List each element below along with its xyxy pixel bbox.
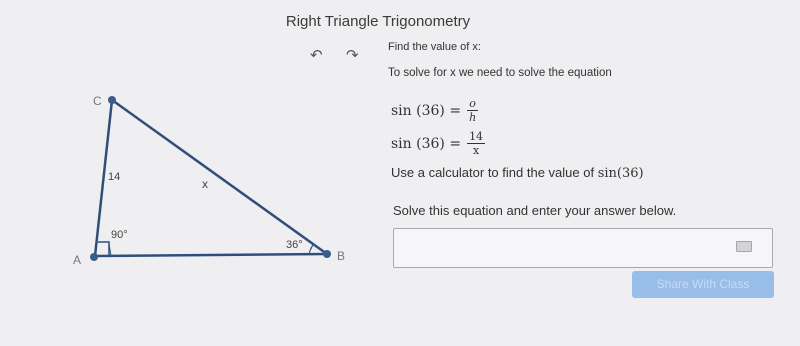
point-b[interactable] bbox=[323, 250, 331, 258]
side-ab bbox=[95, 254, 327, 256]
side-cb bbox=[112, 100, 327, 254]
eq2-denominator: x bbox=[472, 144, 480, 157]
eq2-numerator: 14 bbox=[469, 130, 484, 143]
calc-func: sin(36) bbox=[597, 166, 644, 181]
keyboard-icon[interactable] bbox=[736, 241, 752, 252]
solve-prompt: Solve this equation and enter your answer below. bbox=[393, 203, 677, 218]
label-side-ac: 14 bbox=[108, 171, 121, 183]
equation-1 bbox=[391, 98, 478, 123]
answer-input[interactable] bbox=[393, 228, 773, 268]
redo-icon[interactable]: ↷ bbox=[346, 47, 359, 64]
eq1-denominator: h bbox=[469, 111, 477, 124]
solve-intro-text: To solve for x we need to solve the equation bbox=[388, 67, 612, 79]
share-with-class-button[interactable]: Share With Class bbox=[632, 271, 774, 298]
label-b: B bbox=[337, 249, 346, 263]
eq2-lhs: sin (36) = bbox=[391, 135, 462, 152]
triangle-diagram bbox=[0, 0, 380, 346]
label-angle-b: 36° bbox=[286, 239, 303, 251]
label-c: C bbox=[93, 94, 102, 108]
eq1-numerator: o bbox=[469, 97, 476, 110]
label-a: A bbox=[73, 253, 82, 267]
eq1-fraction bbox=[467, 98, 478, 123]
calc-text: Use a calculator to find the value of bbox=[391, 165, 598, 180]
undo-icon[interactable]: ↶ bbox=[310, 47, 323, 64]
instruction-text: Find the value of x: bbox=[388, 41, 481, 53]
eq1-lhs: sin (36) = bbox=[391, 102, 462, 119]
point-a[interactable] bbox=[90, 253, 98, 261]
right-angle-box bbox=[98, 242, 109, 255]
label-right-angle: 90° bbox=[111, 229, 128, 241]
page-title: Right Triangle Trigonometry bbox=[285, 13, 471, 30]
calculator-instruction bbox=[391, 165, 644, 181]
equation-2 bbox=[391, 131, 485, 156]
eq2-fraction bbox=[467, 131, 485, 156]
angle-b-arc bbox=[309, 244, 314, 254]
label-hypotenuse: x bbox=[202, 177, 208, 191]
point-c[interactable] bbox=[108, 96, 116, 104]
